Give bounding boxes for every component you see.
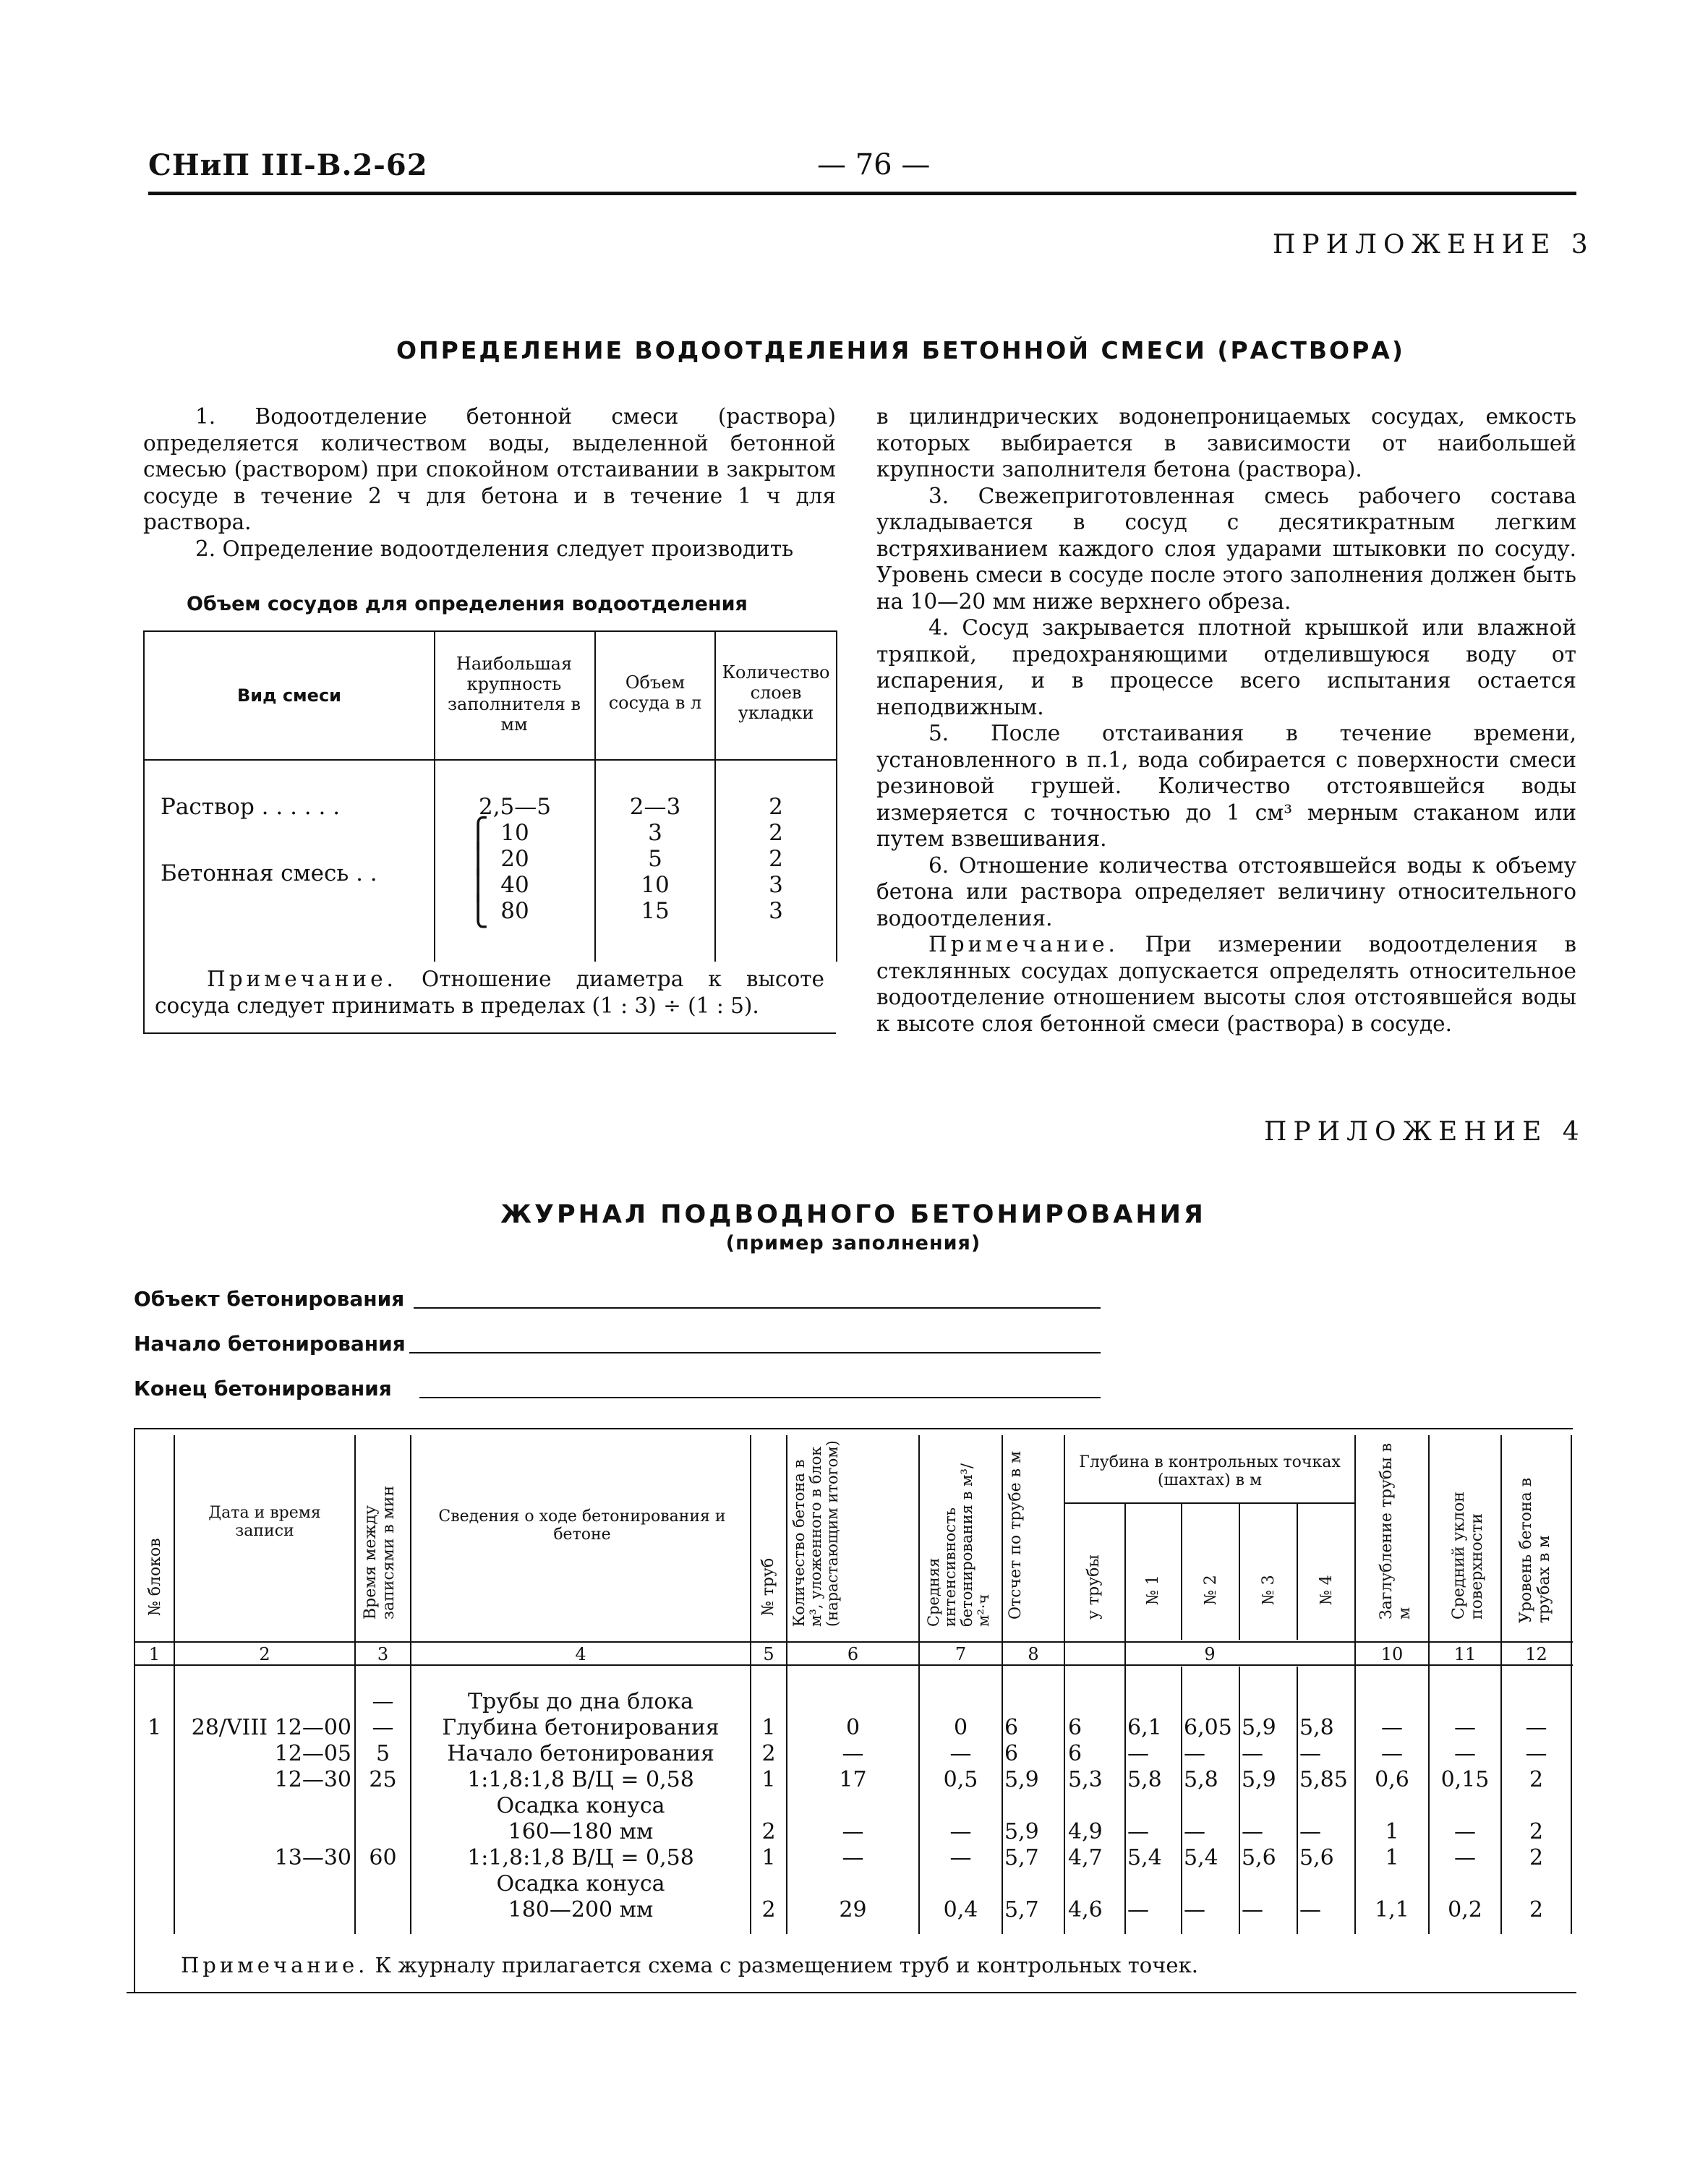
journal-cell: 2: [761, 1741, 776, 1766]
journal-cell: 0: [845, 1715, 861, 1740]
table-row-kind: Раствор . . . . . .: [161, 794, 341, 820]
journal-cell: —: [949, 1845, 972, 1870]
journal-cell: 1:1,8:1,8 В/Ц = 0,58: [467, 1767, 694, 1792]
journal-cell: 12—30: [274, 1767, 351, 1792]
note-text: Отношение диаметра к высоте сосуда следует принимать в пределах (1 : 3) ÷ (1 : 5).: [155, 967, 824, 1018]
journal-header-pipe-reading: Отсчет по трубе в м: [1007, 1450, 1025, 1620]
journal-header-depth-4: № 4: [1318, 1575, 1336, 1605]
journal-cell: 1,1: [1375, 1897, 1409, 1922]
field-end-input[interactable]: [419, 1397, 1101, 1398]
journal-cell: —: [1242, 1741, 1263, 1766]
journal-cell: 0,15: [1440, 1767, 1490, 1792]
journal-header-blocks: № блоков: [146, 1538, 164, 1616]
journal-cell: 1: [761, 1767, 776, 1792]
field-object-label: Объект бетонирования: [134, 1287, 405, 1311]
journal-cell: —: [1454, 1845, 1476, 1870]
journal-header-depth-3: № 3: [1260, 1575, 1278, 1605]
journal-cell: —: [372, 1715, 394, 1740]
journal-cell: 2: [1529, 1897, 1544, 1922]
journal-header-pipe-no: № труб: [759, 1557, 777, 1616]
document-code: СНиП III-В.2-62: [148, 148, 428, 182]
journal-cell: 5,9: [1004, 1767, 1039, 1792]
journal-cell: 5,9: [1004, 1819, 1039, 1844]
journal-header-slope: Средний уклон поверхности: [1450, 1491, 1486, 1620]
appendix-3-label: ПРИЛОЖЕНИЕ 3: [1273, 230, 1594, 260]
cell: 2: [769, 794, 783, 820]
journal-cell: 5: [375, 1741, 390, 1766]
journal-cell: 2: [1529, 1767, 1544, 1792]
journal-header-concrete-volume: Количество бетона в м³, уложенного в блок (нарастающим итогом): [790, 1440, 841, 1627]
cell: 3: [769, 898, 783, 924]
journal-cell: 5,8: [1299, 1715, 1334, 1740]
paragraph: в цилиндрических водонепроницаемых сосудах, емкость которых выбирается в зависимости от наибольшей крупности заполнителя бетона (раствора).: [876, 404, 1576, 482]
table-header-layers: Количество слоев укладки: [722, 662, 830, 723]
journal-cell: 4,7: [1068, 1845, 1103, 1870]
journal-col-divider: [1181, 1502, 1182, 1640]
journal-header-rule: [134, 1664, 1573, 1666]
journal-header-datetime: Дата и время записи: [208, 1504, 321, 1540]
journal-cell: —: [1184, 1819, 1205, 1844]
journal-cell: 25: [369, 1767, 397, 1792]
journal-frame-right: [1571, 1435, 1572, 1934]
table-col-divider: [594, 630, 596, 962]
paragraph: 6. Отношение количества отстоявшейся воды к объему бетона или раствора определяет величину относительного водоотделения.: [876, 852, 1576, 931]
header-rule: [148, 192, 1576, 195]
page-number: — 76 —: [817, 148, 931, 181]
journal-cell: 2: [1529, 1845, 1544, 1870]
journal-cell: 4,9: [1068, 1819, 1103, 1844]
journal-col-divider: [1124, 1502, 1126, 1934]
journal-header-interval: Время между записями в мин: [362, 1485, 398, 1620]
journal-cell: —: [949, 1819, 972, 1844]
cell: 2: [769, 846, 783, 872]
journal-col-divider: [174, 1435, 175, 1934]
journal-cell: —: [1184, 1741, 1205, 1766]
journal-cell: —: [1454, 1741, 1476, 1766]
journal-cell: 6: [1068, 1715, 1083, 1740]
paragraph: 4. Сосуд закрывается плотной крышкой или влажной тряпкой, предохраняющими отделившуюся воду от испарения, и в процессе всего испытания остается неподвижным.: [876, 615, 1576, 719]
journal-col-divider: [1239, 1502, 1240, 1640]
journal-header-depth-1: № 1: [1144, 1575, 1162, 1605]
cell: 2—3: [629, 794, 681, 820]
journal-cell: —: [842, 1845, 864, 1870]
paragraph: 5. После отстаивания в течение времени, установленного в п.1, вода собирается с поверхности смеси резиновой грушей. Количество отстоявшейся воды измеряется с точностью до 1 см³ мерным стаканом или путем взвешивания.: [876, 721, 1576, 851]
col-number: 10: [1380, 1644, 1404, 1664]
journal-cell: 0,5: [943, 1767, 978, 1792]
table-row-kind: Бетонная смесь . .: [161, 860, 377, 886]
journal-header-progress: Сведения о ходе бетонирования и бетоне: [438, 1507, 726, 1544]
journal-cell: Начало бетонирования: [447, 1741, 714, 1766]
note-text: При измерении водоотделения в стеклянных сосудах допускается определять относительное водоотделение отношением высоты слоя отстоявшейся воды к высоте слоя бетонной смеси (раствора) в сосуде.: [876, 932, 1576, 1036]
col-number: 2: [259, 1644, 270, 1664]
journal-cell: 2: [761, 1897, 776, 1922]
cell: 2,5—5: [478, 794, 552, 820]
journal-frame-left: [134, 1428, 135, 1992]
col-number: 9: [1204, 1644, 1216, 1664]
table-header-size: Наибольшая крупность заполнителя в мм: [447, 654, 581, 735]
journal-cell: 12—05: [274, 1741, 351, 1766]
journal-cell: 2: [1529, 1819, 1544, 1844]
journal-cell: 1:1,8:1,8 В/Ц = 0,58: [467, 1845, 694, 1870]
journal-numbers-rule: [134, 1641, 1573, 1643]
journal-cell: —: [949, 1741, 972, 1766]
journal-cell: —: [1381, 1715, 1403, 1740]
journal-cell: 13—30: [274, 1845, 351, 1870]
table-col-divider: [434, 630, 435, 962]
journal-col-divider: [1297, 1667, 1298, 1934]
journal-cell: 4,6: [1068, 1897, 1103, 1922]
journal-cell: 5,8: [1127, 1767, 1162, 1792]
journal-cell: 5,85: [1299, 1767, 1348, 1792]
journal-cell: —: [1242, 1897, 1263, 1922]
paragraph: 3. Свежеприготовленная смесь рабочего состава укладывается в сосуд с десятикратным легким встряхиванием каждого слоя ударами штыковки по сосуду. Уровень смеси в сосуде после этого заполнения должен быть на 10—20 мм ниже верхнего обреза.: [876, 483, 1576, 614]
col-number: 4: [575, 1644, 586, 1664]
journal-cell: 160—180 мм: [508, 1819, 654, 1844]
journal-cell: —: [1184, 1897, 1205, 1922]
journal-cell: 5,6: [1299, 1845, 1334, 1870]
table-bottom-rule: [143, 1032, 836, 1034]
journal-cell: 5,8: [1184, 1767, 1218, 1792]
col-number: 3: [377, 1644, 389, 1664]
journal-header-depth-2: № 2: [1202, 1575, 1220, 1605]
journal-top-rule: [134, 1428, 1573, 1429]
journal-cell: 0,6: [1375, 1767, 1409, 1792]
col-number: 7: [955, 1644, 967, 1664]
journal-cell: Осадка конуса: [496, 1793, 665, 1818]
journal-cell: —: [1299, 1741, 1321, 1766]
journal-cell: Глубина бетонирования: [442, 1715, 720, 1740]
journal-cell: 17: [839, 1767, 867, 1792]
field-start-label: Начало бетонирования: [134, 1332, 406, 1356]
journal-cell: —: [372, 1689, 394, 1714]
journal-cell: 0,2: [1448, 1897, 1482, 1922]
col-number: 1: [148, 1644, 161, 1664]
table-note: [155, 966, 824, 1019]
journal-cell: 6,1: [1127, 1715, 1162, 1740]
cell: 15: [641, 898, 670, 924]
col-number: 6: [847, 1644, 859, 1664]
cell: 3: [648, 820, 662, 846]
journal-title: ЖУРНАЛ ПОДВОДНОГО БЕТОНИРОВАНИЯ: [500, 1200, 1206, 1229]
journal-cell: 5,7: [1004, 1897, 1039, 1922]
journal-cell: —: [1299, 1897, 1321, 1922]
journal-col-divider: [1002, 1435, 1003, 1934]
note-label: Примечание.: [928, 932, 1119, 957]
journal-cell: 6: [1004, 1741, 1019, 1766]
appendix-3-left-text: [143, 403, 836, 562]
appendix-3-right-text: [876, 403, 1576, 1037]
journal-cell: —: [1525, 1741, 1547, 1766]
col-number: 11: [1453, 1644, 1477, 1664]
journal-cell: 2: [761, 1819, 776, 1844]
journal-cell: —: [1525, 1715, 1547, 1740]
journal-cell: 5,4: [1184, 1845, 1218, 1870]
paragraph: 1. Водоотделение бетонной смеси (раствора) определяется количеством воды, выделенной бетонной смесью (раствором) при спокойном отстаивании в закрытом сосуде в течение 2 ч для бетона и в течение 1 ч для раствора.: [143, 404, 836, 534]
col-number: 12: [1525, 1644, 1547, 1664]
cell: 2: [769, 820, 783, 846]
journal-cell: 6: [1068, 1741, 1083, 1766]
cell: 40: [500, 872, 529, 898]
paragraph: 2. Определение водоотделения следует производить: [195, 536, 794, 561]
table-header-kind: Вид смеси: [236, 685, 341, 706]
table-frame-right: [836, 630, 837, 962]
journal-cell: —: [1242, 1819, 1263, 1844]
journal-cell: —: [1381, 1741, 1403, 1766]
note-label: Примечание.: [207, 967, 397, 991]
journal-cell: —: [1454, 1819, 1476, 1844]
field-object-input[interactable]: [414, 1307, 1101, 1309]
journal-cell: 29: [839, 1897, 867, 1922]
journal-header-depth: Глубина в контрольных точках (шахтах) в м: [1079, 1453, 1341, 1489]
journal-cell: 0,4: [943, 1897, 978, 1922]
cell: 80: [500, 898, 529, 924]
table-col-layers: [717, 794, 834, 924]
journal-header-intensity: Средняя интенсивность бетонирования в м³/м²·ч: [925, 1463, 992, 1627]
table-col-size: [438, 794, 592, 928]
journal-cell: 5,6: [1242, 1845, 1276, 1870]
journal-cell: 5,3: [1068, 1767, 1103, 1792]
journal-cell: —: [1454, 1715, 1476, 1740]
field-start-input[interactable]: [409, 1352, 1101, 1353]
journal-bottom-rule: [127, 1992, 1576, 1993]
journal-cell: 1: [761, 1845, 776, 1870]
journal-cell: 1: [1385, 1845, 1399, 1870]
table-top-rule: [143, 630, 836, 632]
col-number: 8: [1028, 1644, 1039, 1664]
journal-header-embedment: Заглубление трубы в м: [1378, 1442, 1414, 1620]
col-number: 5: [763, 1644, 774, 1664]
journal-cell: —: [842, 1819, 864, 1844]
appendix-3-title: ОПРЕДЕЛЕНИЕ ВОДООТДЕЛЕНИЯ БЕТОННОЙ СМЕСИ (РАСТВОРА): [396, 336, 1405, 364]
journal-note: [181, 1952, 1555, 1979]
journal-header-depth-pipe: у трубы: [1085, 1554, 1103, 1620]
table-header-rule: [143, 759, 836, 761]
journal-subtitle: (пример заполнения): [725, 1232, 981, 1254]
journal-cell: 5,7: [1004, 1845, 1039, 1870]
journal-cell: —: [1127, 1819, 1149, 1844]
table-col-volume: [597, 794, 713, 924]
cell: 5: [648, 846, 662, 872]
journal-cell: 5,4: [1127, 1845, 1162, 1870]
journal-cell: 180—200 мм: [508, 1897, 654, 1922]
journal-col-divider: [1181, 1667, 1182, 1934]
journal-cell: 1: [1385, 1819, 1399, 1844]
journal-cell: —: [1127, 1741, 1149, 1766]
journal-cell: —: [842, 1741, 864, 1766]
journal-cell: 6: [1004, 1715, 1019, 1740]
table-header-volume: Объем сосуда в л: [608, 672, 702, 713]
journal-col-divider: [1297, 1502, 1298, 1640]
note-text: К журналу прилагается схема с размещением труб и контрольных точек.: [375, 1953, 1198, 1977]
journal-cell: 0: [953, 1715, 968, 1740]
field-end-label: Конец бетонирования: [134, 1377, 392, 1400]
cell: 10: [500, 820, 529, 846]
depth-group-rule: [1065, 1502, 1354, 1504]
journal-header-level: Уровень бетона в трубах в м: [1517, 1477, 1553, 1623]
cell: 20: [500, 846, 529, 872]
note-label: Примечание.: [181, 1953, 369, 1977]
journal-cell: 60: [369, 1845, 397, 1870]
appendix-4-label: ПРИЛОЖЕНИЕ 4: [1264, 1117, 1586, 1147]
brace: ⎧ ⎪ ⎪ ⎩: [467, 817, 489, 928]
journal-cell: 6,05: [1184, 1715, 1232, 1740]
table-caption: Объем сосудов для определения водоотделения: [187, 593, 748, 615]
journal-cell: 1: [761, 1715, 776, 1740]
journal-col-divider: [1064, 1435, 1065, 1934]
cell: 10: [641, 872, 670, 898]
journal-cell: Трубы до дна блока: [467, 1689, 694, 1714]
journal-cell: 1: [147, 1715, 162, 1740]
journal-cell: 28/VIII 12—00: [191, 1715, 351, 1740]
journal-col-divider: [1239, 1667, 1240, 1934]
journal-cell: —: [1127, 1897, 1149, 1922]
journal-cell: Осадка конуса: [496, 1871, 665, 1896]
cell: 3: [769, 872, 783, 898]
journal-cell: 5,9: [1242, 1715, 1276, 1740]
journal-cell: 5,9: [1242, 1767, 1276, 1792]
journal-cell: —: [1299, 1819, 1321, 1844]
